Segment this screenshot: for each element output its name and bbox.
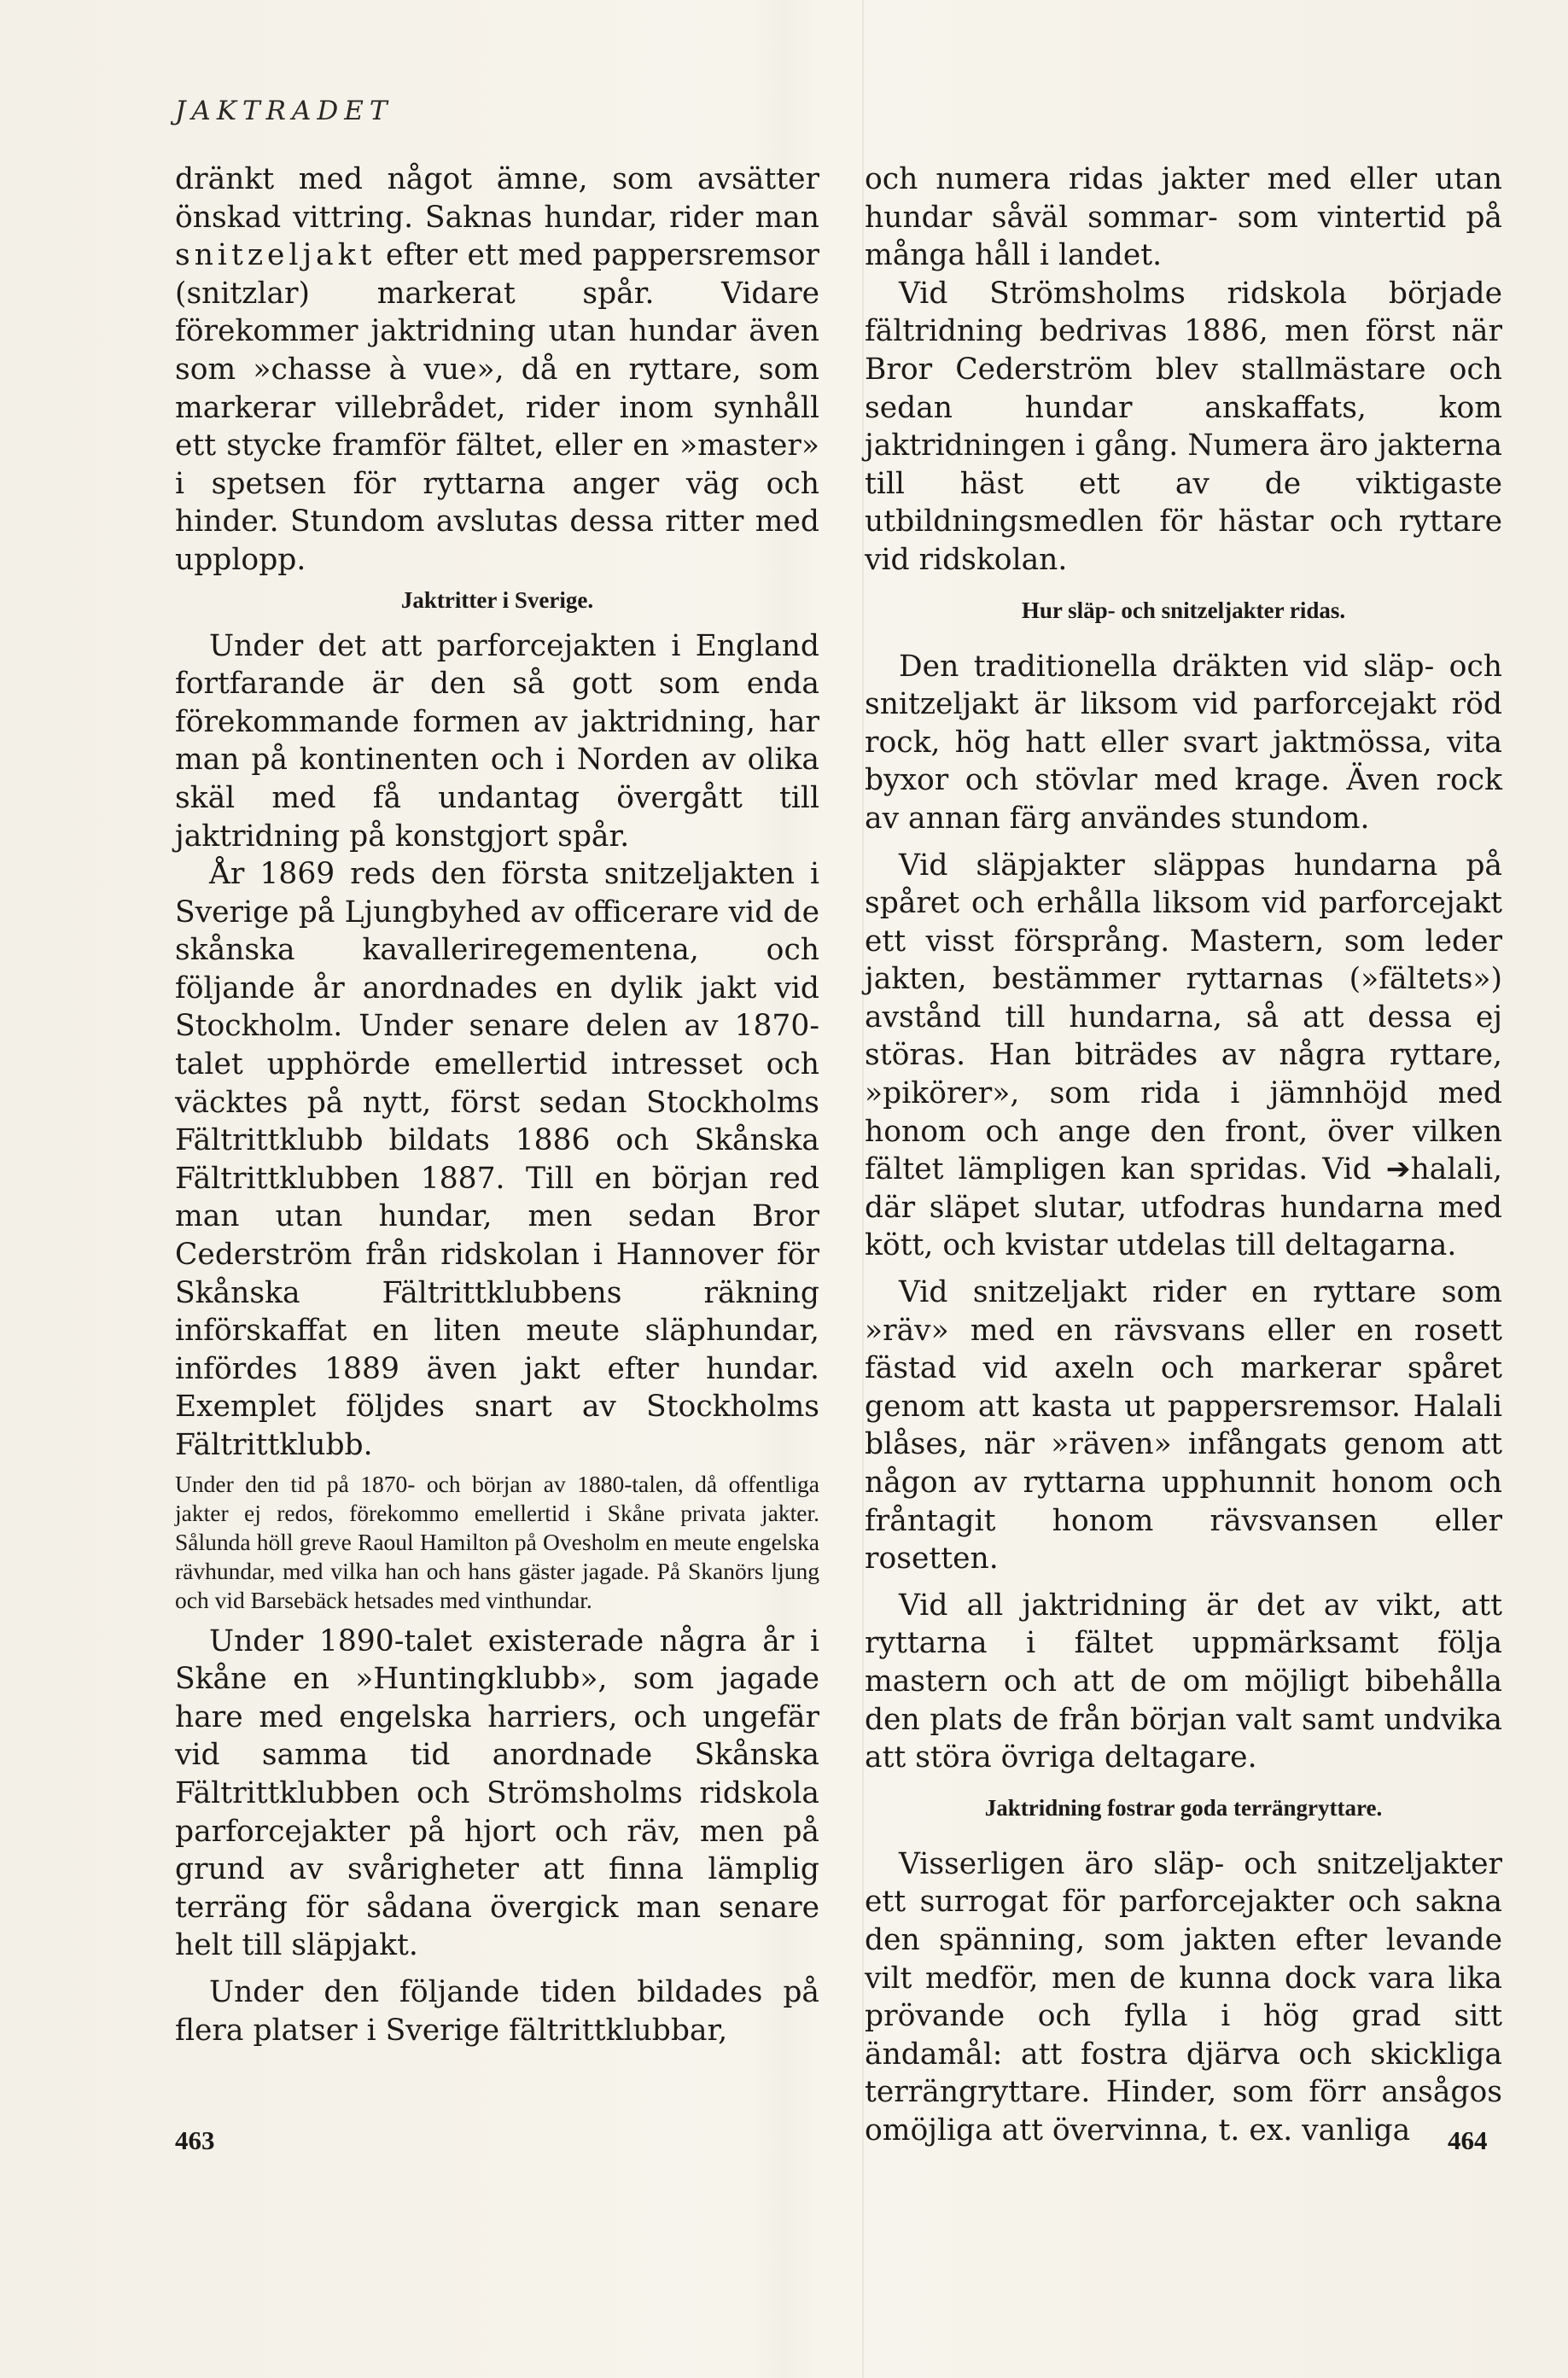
right-paragraph-5: Vid snitzeljakt rider en ryttare som »räv» med en rävsvans eller en rosett fästad vid axeln och markerar spåret genom att kasta ut pappersremsor. Halali blåses, när »räven» infångats genom att någon av ryttarna upphunnit honom och fråntagit honom rävsvansen eller rosetten. [865, 1275, 1502, 1577]
right-paragraph-7: Visserligen äro släp- och snitzeljakter ett surrogat för parforcejakter och sakna den spänning, som jakten efter levande vilt medför, men de kunna dock vara lika prövande och fylla i hög grad sitt ändamål: att fostra djärva och skickliga terrängryttare. Hinder, som förr ansågos omöjliga att övervinna, t. ex. vanliga [865, 1846, 1502, 2148]
section-heading-jaktritter: Jaktritter i Sverige. [400, 586, 594, 613]
page-number-left: 463 [175, 2125, 215, 2155]
right-paragraph-6: Vid all jaktridning är det av vikt, att ryttarna i fältet uppmärksamt följa mastern och att de om möjligt bibehålla den plats de från början valt samt undvika att störa övriga deltagare. [865, 1588, 1502, 1775]
running-head: JAKTRADET [175, 96, 393, 126]
page-number-right: 464 [1448, 2125, 1488, 2155]
page-fold [862, 0, 864, 2378]
left-paragraph-1 [175, 160, 819, 580]
small-print-note: Under den tid på 1870- och början av 1880-talen, då offentliga jakter ej redos, förekommo emellertid i Skåne privata jakter. Sålunda höll greve Raoul Hamilton på Ovesholm en meute engelska rävhundar, med vilka han och hans gäster jagade. På Skanörs ljung och vid Barsebäck hetsades med vinthundar. [175, 1470, 819, 1614]
right-paragraph-2: Vid Strömsholms ridskola började fältridning bedrivas 1886, men först när Bror Cederström blev stallmästare och sedan hundar anskaffats, kom jaktridningen i gång. Numera äro jakterna till häst ett av de viktigaste utbildningsmedlen för hästar och ryttare vid ridskolan. [865, 276, 1502, 577]
left-paragraph-3: År 1869 reds den första snitzeljakten i Sverige på Ljungbyhed av officerare vid de skånska kavalleriregementena, och följande år anordnades en dylik jakt vid Stockholm. Under senare delen av 1870-talet upphörde emellertid intresset och väcktes på nytt, först sedan Stockholms Fältrittklubb bildats 1886 och Skånska Fältrittklubben 1887. Till en början red man utan hundar, men sedan Bror Cederström från ridskolan i Hannover för Skånska Fältrittklubbens räkning införskaffat en liten meute släphundar, infördes 1889 även jakt efter hundar. Exemplet följdes snart av Stockholms Fältrittklubb. [175, 857, 819, 1462]
right-paragraph-3: Den traditionella dräkten vid släp- och snitzeljakt är liksom vid parforcejakt röd rock, hög hatt eller svart jaktmössa, vita byxor och stövlar med krage. Även rock av annan färg användes stundom. [865, 649, 1502, 836]
left-column [175, 160, 819, 2049]
left-paragraph-5: Under den följande tiden bildades på flera platser i Sverige fältrittklubbar, [175, 1974, 819, 2048]
section-heading-terrangryttare: Jaktridning fostrar goda terrängryttare. [984, 1794, 1383, 1821]
left-paragraph-1-text-a: dränkt med något ämne, som avsätter önskad vittring. Saknas hundar, rider man [175, 162, 819, 235]
snitzeljakt-spaced-term: snitzeljakt [175, 238, 376, 273]
left-paragraph-1-text-b: efter ett med pappersremsor (snitzlar) markerat spår. Vidare förekommer jaktridning utan hundar även som »chasse à vue», då en ryttare, som markerar villebrådet, rider inom synhåll ett stycke framför fältet, eller en »master» i spetsen för ryttarna anger väg och hinder. Stundom avslutas dessa ritter med upplopp. [175, 238, 819, 577]
right-paragraph-1: och numera ridas jakter med eller utan hundar såväl sommar- som vintertid på många håll i landet. [865, 162, 1502, 273]
left-paragraph-4: Under 1890-talet existerade några år i Skåne en »Huntingklubb», som jagade hare med engelska harriers, och ungefär vid samma tid anordnade Skånska Fältrittklubben och Strömsholms ridskola parforcejakter på hjort och räv, men på grund av svårigheter att finna lämplig terräng för sådana övergick man senare helt till släpjakt. [175, 1623, 819, 1963]
right-paragraph-4: Vid släpjakter släppas hundarna på spåret och erhålla liksom vid parforcejakt ett visst försprång. Mastern, som leder jakten, bestämmer ryttarnas (»fältets») avstånd till hundarna, så att dessa ej störas. Han biträdes av några ryttare, »pikörer», som rida i jämnhöjd med honom och ange den front, över vilken fältet lämpligen kan spridas. Vid ➔halali, där släpet slutar, utfodras hundarna med kött, och kvistar utdelas till deltagarna. [865, 848, 1502, 1263]
section-heading-hur-ridas: Hur släp- och snitzeljakter ridas. [1021, 597, 1346, 623]
left-paragraph-2: Under det att parforcejakten i England fortfarande är den så gott som enda förekommande formen av jaktridning, har man på kontinenten och i Norden av olika skäl med få undantag övergått till jaktridning på konstgjort spår. [175, 628, 819, 854]
right-column [865, 160, 1502, 2150]
